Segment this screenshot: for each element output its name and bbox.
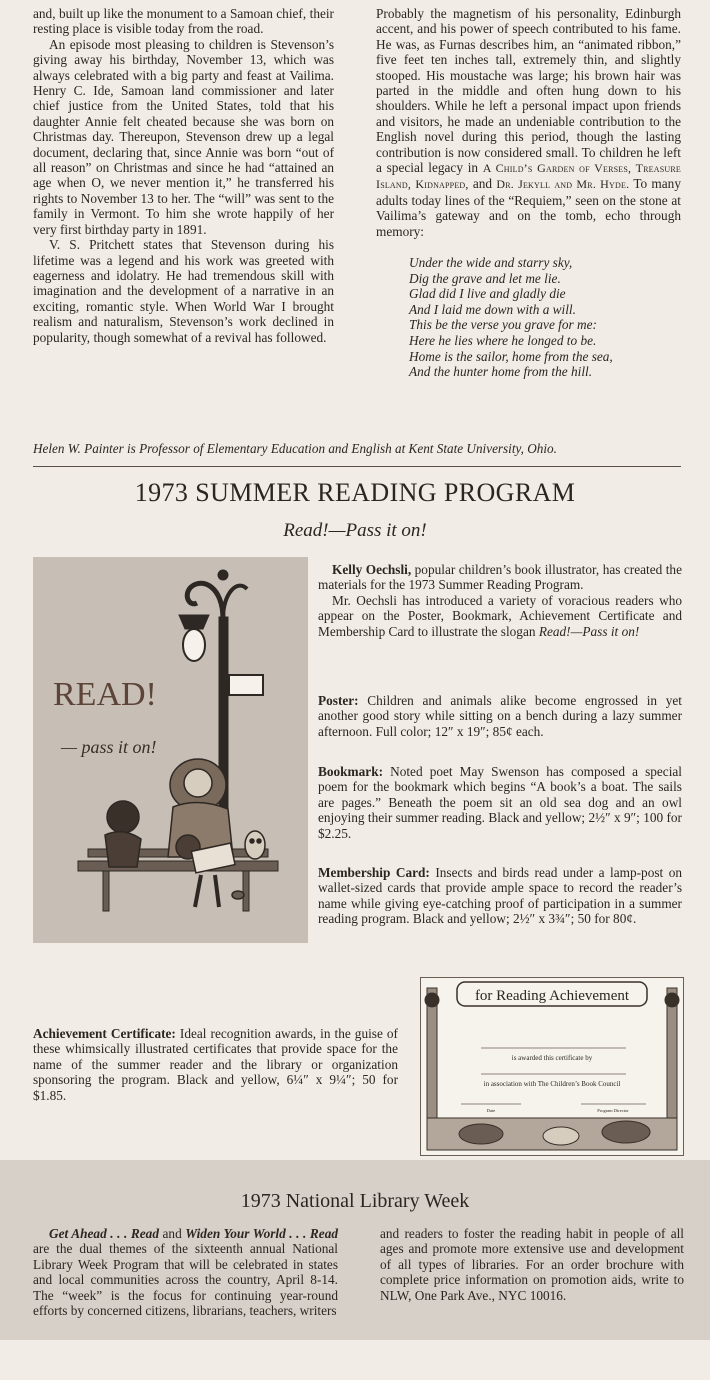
poem-line: This be the verse you grave for me: — [409, 317, 597, 333]
membership-card-description: Membership Card: Insects and birds read under a lamp-post on wallet-sized cards that provide ample space to record the reader’s name while giving eye-catching proof of participation in a summer reading program. Black and yellow; 2½″ x 3¾″; 50 for 80¢. — [318, 865, 682, 927]
date-label: Date — [486, 1108, 496, 1113]
certificate-border-art — [425, 988, 679, 1150]
requiem-poem — [409, 255, 681, 380]
author-byline: Helen W. Painter is Professor of Elementary Education and English at Kent State University, Ohio. — [33, 441, 557, 456]
item-label: Bookmark: — [318, 764, 384, 779]
item-label: Achievement Certificate: — [33, 1026, 176, 1041]
sign-icon — [229, 675, 263, 695]
section-divider — [33, 466, 681, 467]
certificate-banner-text: for Reading Achievement — [474, 988, 630, 1004]
certificate-illustration — [420, 977, 684, 1156]
illustrator-name: Kelly Oechsli, — [332, 562, 412, 577]
readers-illustration — [105, 759, 265, 907]
poem-line: Home is the sailor, home from the sea, — [409, 348, 613, 364]
poem-line: Glad did I live and gladly die — [409, 286, 566, 302]
poster-read-text: READ! — [53, 676, 157, 713]
article-right-column — [376, 6, 681, 380]
certificate-line: in association with The Children’s Book Council — [483, 1080, 621, 1088]
article-left-column — [33, 6, 334, 345]
summer-program-title: 1973 SUMMER READING PROGRAM — [134, 478, 576, 507]
poem-line: And I laid me down with a will. — [409, 301, 576, 317]
summer-program-slogan: Read!—Pass it on! — [283, 520, 427, 541]
item-label: Membership Card: — [318, 865, 430, 880]
book-title: Kidnapped, — [415, 177, 469, 192]
library-week-right-column: and readers to foster the reading habit in people of all ages and promote more extensive use and development of all types of libraries. For an order brochure with complete price information on promotion aids, write to NLW, One Park Ave., NYC 10016. — [380, 1226, 684, 1303]
director-label: Program Director — [597, 1108, 629, 1113]
certificate-line: is awarded this certificate by — [511, 1054, 593, 1062]
poem-line: Under the wide and starry sky, — [409, 255, 573, 271]
poster-description: Poster: Children and animals alike become engrossed in yet another good story while sitting on a bench during a lazy summer afternoon. Full color; 12″ x 19″; 85¢ each. — [318, 693, 682, 739]
poster-illustration — [33, 557, 308, 943]
library-week-title: 1973 National Library Week — [240, 1190, 470, 1212]
poem-line: And the hunter home from the hill. — [409, 364, 593, 380]
poster-pass-text: — pass it on! — [61, 737, 157, 757]
book-title: Dr. Jekyll and Mr. Hyde. — [496, 177, 630, 192]
article-paragraph: and, built up like the monument to a Samoan chief, their resting place is visible today from the road. — [33, 6, 334, 37]
article-paragraph: V. S. Pritchett states that Stevenson during his lifetime was a legend and his work was greeted with eagerness and idolatry. He had tremendous skill with imagination and the development of a narrative in an exciting, romantic style. When World War I brought realism and naturalism, Stevenson’s work declined in popularity, though somewhat of a revival has followed. — [33, 237, 334, 345]
library-week-left-column: Get Ahead . . . Read and Widen Your World . . . Read are the dual themes of the sixteenth annual National Library Week Program that will be celebrated in states and local communities across the country, April 8-14. The “week” is the focus for continuing year-round efforts by concerned citizens, librarians, teachers, writers — [33, 1226, 338, 1319]
theme-title: Get Ahead . . . Read — [49, 1226, 159, 1241]
poem-line: Dig the grave and let me lie. — [409, 270, 561, 286]
achievement-certificate-description: Achievement Certificate: Ideal recognition awards, in the guise of these whimsically illustrated certificates that provide space for the name of the summer reader and the library or organization sponsoring the program. Black and yellow, 6¼″ x 9¼″; 50 for $1.85. — [33, 1026, 398, 1103]
lamp-globe-icon — [183, 629, 205, 661]
book-title: A Child’s Garden of Verses, Treasure Island, — [376, 161, 681, 192]
theme-title: Widen Your World . . . Read — [185, 1226, 338, 1241]
poem-line: Here he lies where he longed to be. — [409, 333, 597, 349]
article-paragraph: An episode most pleasing to children is Stevenson’s giving away his birthday, November 13, which was always celebrated with a big party and feast at Vailima. Henry C. Ide, Samoan land commissioner and later chief justice from the United States, told that his daughter Annie felt cheated because she was born on Christmas day. Thereupon, Stevenson drew up a legal document, declaring that, since Annie was born “out of all reason” on Christmas and since he had “attained an age when O, we never mention it,” he transferred his rights to November 13 to her. The “will” was sent to the family in Vermont. To him she wrote happily of her very first birthday party in 1891. — [33, 36, 334, 237]
item-label: Poster: — [318, 693, 359, 708]
kelly-oechsli-intro: Kelly Oechsli, popular children’s book illustrator, has created the materials for the 1973 Summer Reading Program. Mr. Oechsli has introduced a variety of voracious readers who appear on the Poster, Bookmark, Achievement Certificate and Membership Card to illustrate the slogan Read!—Pass it on! — [318, 562, 682, 639]
bookmark-description: Bookmark: Noted poet May Swenson has composed a special poem for the bookmark which begins “A book’s a boat. The sails are pages.” Beneath the poem sit an old sea dog and an owl enjoying their summer reading. Black and yellow; 2½″ x 9″; 100 for $2.25. — [318, 764, 682, 841]
article-paragraph: Probably the magnetism of his personality, Edinburgh accent, and his power of speech contributed to his fame. He was, as Furnas describes him, an “animated ribbon,” five feet ten inches tall, extremely thin, and slightly stooped. His moustache was large; his brown hair was parted in the middle and often hung down to his shoulders. While he left a personal impact upon friends and visitors, he made an undeniable contribution to the English novel during this period, though the lasting contribution is now considered small. To children he left a special legacy in A Child’s Garden of Verses, Treasure Island, Kidnapped, and Dr. Jekyll and Mr. Hyde. To many adults today lines of the “Requiem,” seen on the stone at Vailima’s gateway and on the tomb, echo through memory: — [376, 6, 681, 239]
